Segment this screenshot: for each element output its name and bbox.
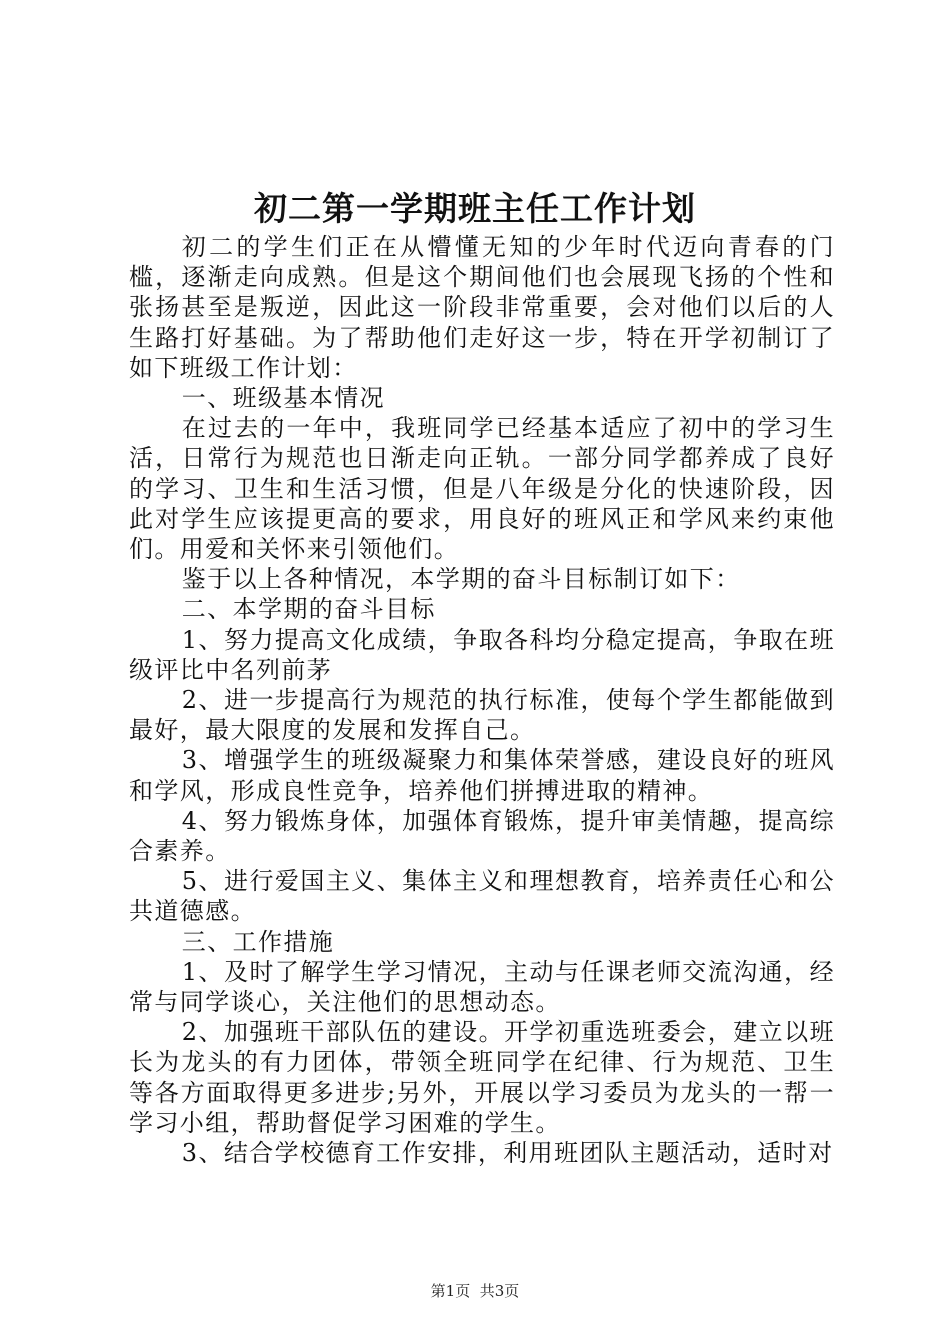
goals-intro-paragraph: 鉴于以上各种情况，本学期的奋斗目标制订如下：	[181, 565, 741, 594]
intro-paragraph: 初二的学生们正在从懵懂无知的少年时代迈向青春的门槛，逐渐走向成熟。但是这个期间他们也会展现飞扬的个性和张扬甚至是叛逆，因此这一阶段非常重要，会对他们以后的人生路打好基础。为了帮助他们走好这一步，特在开学初制订了如下班级工作计划：	[129, 233, 835, 382]
measure-item-3: 3、结合学校德育工作安排，利用班团队主题活动，适时对	[181, 1139, 834, 1168]
goal-item-4: 4、努力锻炼身体，加强体育锻炼，提升审美情趣，提高综合素养。	[129, 806, 835, 866]
goal-item-2: 2、进一步提高行为规范的执行标准，使每个学生都能做到最好，最大限度的发展和发挥自己。	[129, 686, 835, 745]
section-heading-2: 二、本学期的奋斗目标	[181, 595, 436, 624]
goal-item-5: 5、进行爱国主义、集体主义和理想教育，培养责任心和公共道德感。	[129, 867, 835, 926]
page-total: 共3页	[479, 1282, 520, 1300]
document-title: 初二第一学期班主任工作计划	[254, 189, 696, 228]
section-heading-3: 三、工作措施	[181, 927, 335, 956]
page-number: 第1页	[430, 1282, 471, 1300]
measure-item-2: 2、加强班干部队伍的建设。开学初重选班委会，建立以班长为龙头的有力团体，带领全班同学在纪律、行为规范、卫生等各方面取得更多进步;另外，开展以学习委员为龙头的一帮一学习小组，帮助督促学习困难的学生。	[129, 1018, 835, 1137]
goal-item-3: 3、增强学生的班级凝聚力和集体荣誉感，建设良好的班风和学风，形成良性竞争，培养他们拼搏进取的精神。	[129, 746, 835, 805]
section-heading-1: 一、班级基本情况	[181, 384, 385, 413]
goal-item-1: 1、努力提高文化成绩，争取各科均分稳定提高，争取在班级评比中名列前茅	[129, 625, 835, 684]
page-footer	[0, 1280, 950, 1301]
document-body	[129, 232, 835, 1168]
section-1-paragraph: 在过去的一年中，我班同学已经基本适应了初中的学习生活，日常行为规范也日渐走向正轨。一部分同学都养成了良好的学习、卫生和生活习惯，但是八年级是分化的快速阶段，因此对学生应该提更高的要求，用良好的班风正和学风来约束他们。用爱和关怀来引领他们。	[129, 414, 835, 564]
measure-item-1: 1、及时了解学生学习情况，主动与任课老师交流沟通，经常与同学谈心，关注他们的思想动态。	[129, 957, 835, 1017]
